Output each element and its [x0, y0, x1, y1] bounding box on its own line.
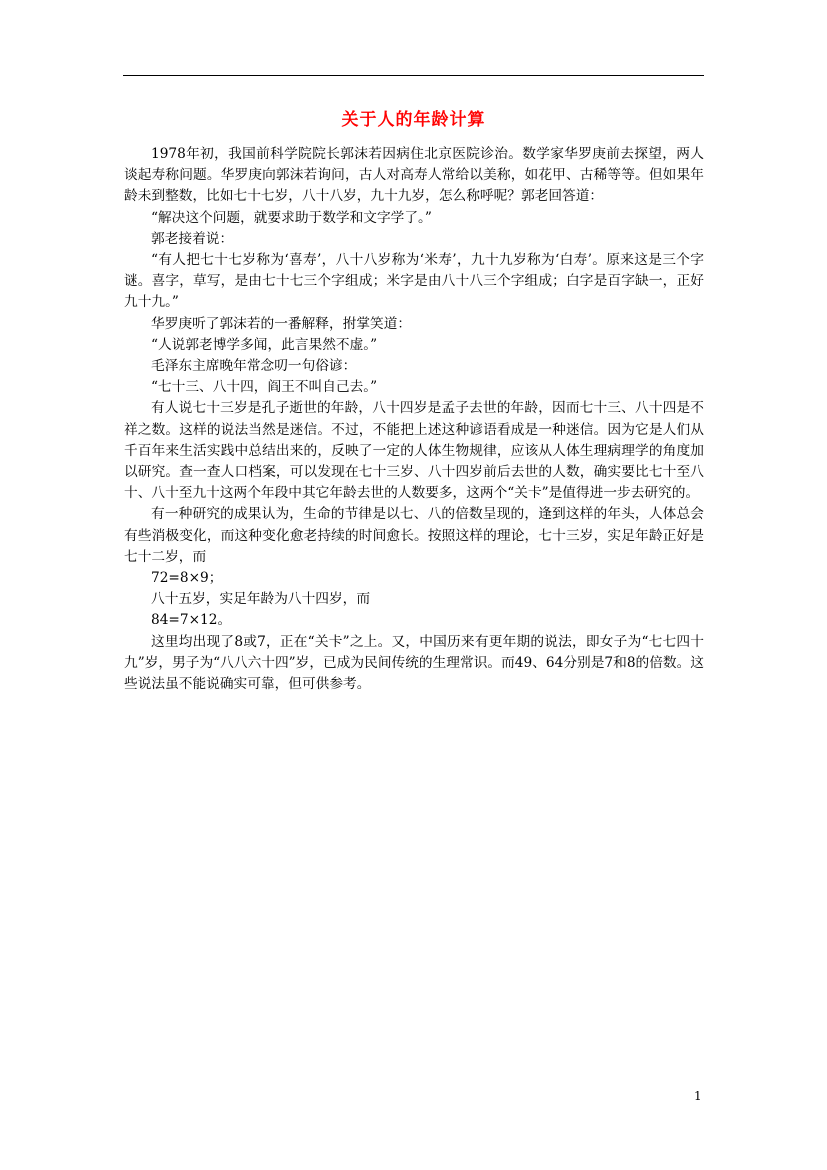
- paragraph-equation-72: 72=8×9；: [151, 570, 223, 587]
- paragraph-research: 有一种研究的成果认为，生命的节律是以七、八的倍数呈现的，逢到这样的年头，人体总会有些消极变化，而这种变化愈老持续的时间愈长。按照这样的理论，七十三岁，实足年龄正好是七十二岁，而: [124, 506, 704, 565]
- page-number: 1: [694, 1089, 702, 1103]
- paragraph-age-85: 八十五岁，实足年龄为八十四岁，而: [151, 591, 371, 608]
- document-body: [124, 144, 704, 695]
- paragraph-proverb: “七十三、八十四，阎王不叫自己去。”: [151, 379, 378, 396]
- paragraph-conclusion: 这里均出现了8或7，正在“关卡”之上。又，中国历来有更年期的说法，即女子为“七七四十九”岁，男子为“八八六十四”岁，已成为民间传统的生理常识。而49、64分别是7和8的倍数。这些说法虽不能说确实可靠，但可供参考。: [124, 633, 704, 693]
- document-title: 关于人的年龄计算: [341, 110, 486, 130]
- paragraph-character-riddles: “有人把七十七岁称为‘喜寿’，八十八岁称为‘米寿’，九十九岁称为‘白寿’。原来这是三个字谜。喜字，草写，是由七十七三个字组成；米字是由八十八三个字组成；白字是百字缺一，正好九十九。”: [124, 252, 704, 311]
- paragraph-mao-proverb-intro: 毛泽东主席晚年常念叨一句俗谚：: [151, 358, 357, 375]
- header-rule: [123, 75, 704, 76]
- paragraph-intro: 1978年初，我国前科学院院长郭沫若因病住北京医院诊治。数学家华罗庚前去探望，两人谈起寿称问题。华罗庚向郭沫若询问，古人对高寿人常给以美称，如花甲、古稀等等。但如果年龄未到整数，比如七十七岁，八十八岁，九十九岁，怎么称呼呢？郭老回答道：: [124, 146, 704, 205]
- paragraph-hua-quote: “人说郭老博学多闻，此言果然不虚。”: [151, 336, 378, 353]
- paragraph-hua-laughs: 华罗庚听了郭沫若的一番解释，拊掌笑道：: [151, 315, 412, 332]
- paragraph-quote-answer: “解决这个问题，就要求助于数学和文字学了。”: [151, 209, 432, 226]
- paragraph-equation-84: 84=7×12。: [151, 612, 232, 629]
- paragraph-guo-continues: 郭老接着说：: [151, 230, 234, 247]
- paragraph-superstition: 有人说七十三岁是孔子逝世的年龄，八十四岁是孟子去世的年龄，因而七十三、八十四是不祥之数。这样的说法当然是迷信。不过，不能把上述这种谚语看成是一种迷信。因为它是人们从千百年来生活实践中总结出来的，反映了一定的人体生物规律，应该从人体生理病理学的角度加以研究。查一查人口档案，可以发现在七十三岁、八十四岁前后去世的人数，确实要比七十至八十、八十至九十这两个年段中其它年龄去世的人数要多，这两个“关卡”是值得进一步去研究的。: [124, 400, 704, 502]
